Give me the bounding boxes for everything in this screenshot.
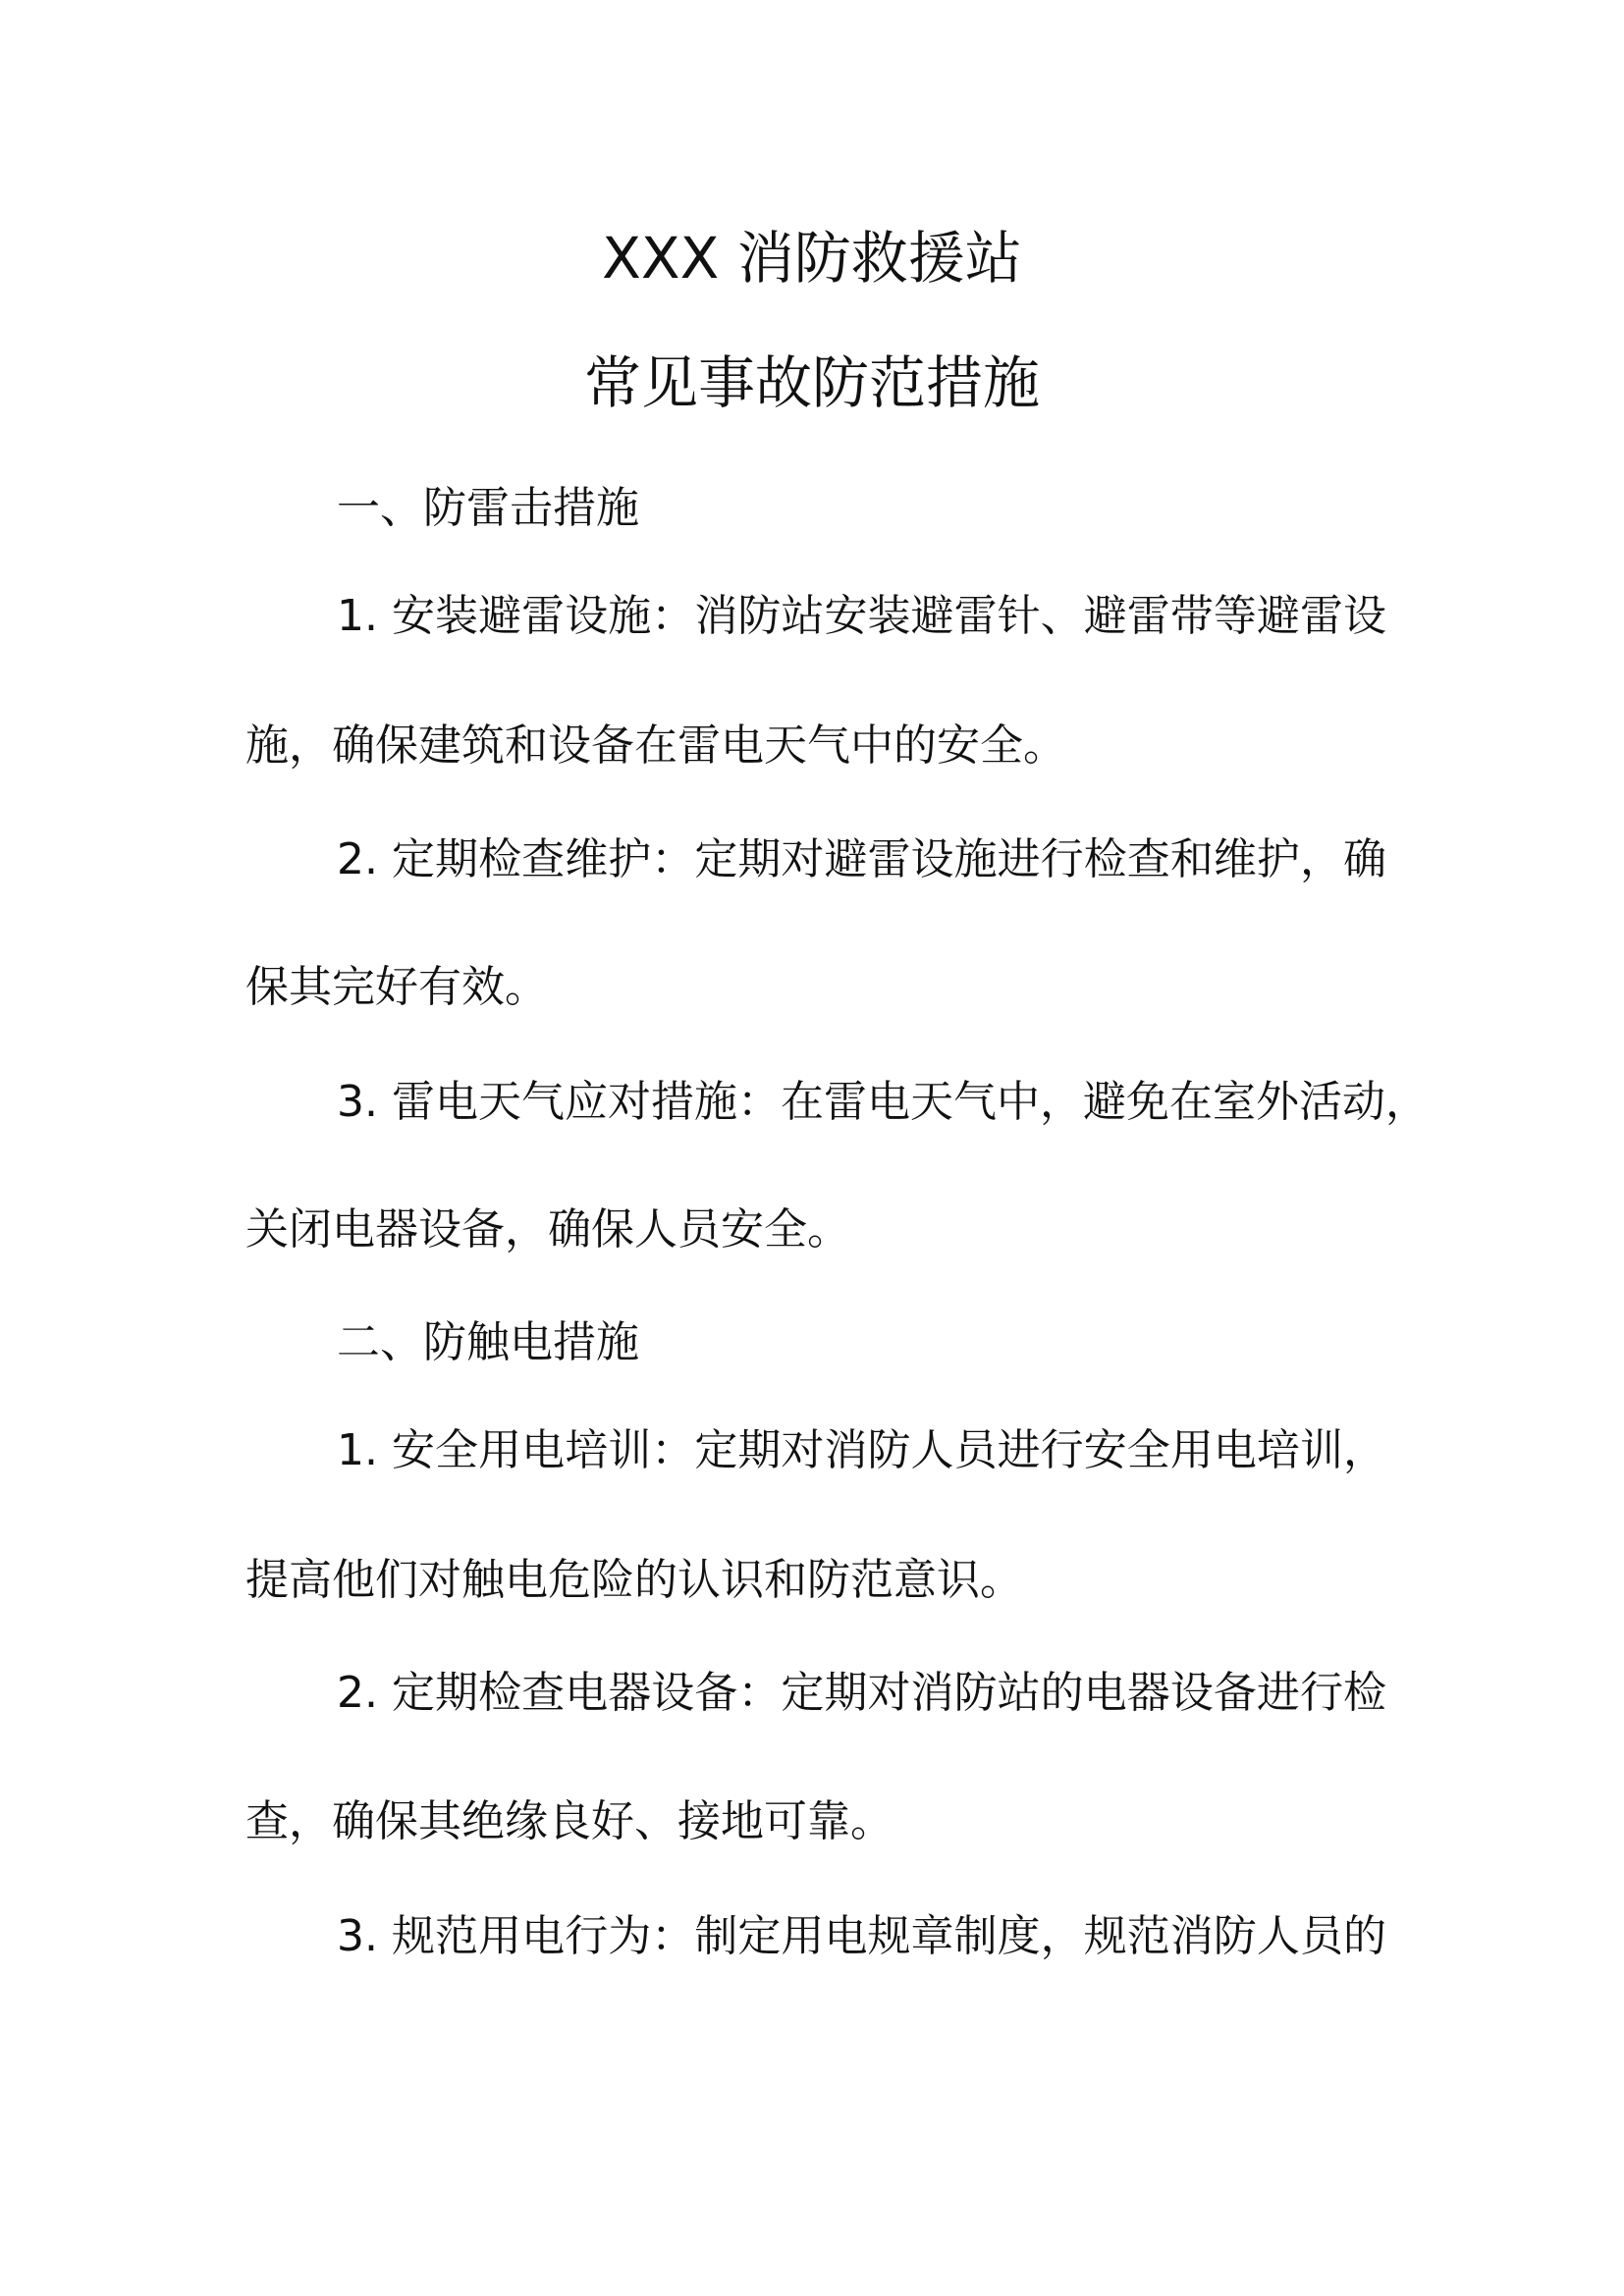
paragraph-line: 2. 定期检查维护：定期对避雷设施进行检查和维护，确 xyxy=(337,834,1386,884)
document-subtitle: 常见事故防范措施 xyxy=(583,349,1040,416)
paragraph-line: 关闭电器设备，确保人员安全。 xyxy=(245,1204,850,1255)
paragraph-line: 1. 安全用电培训：定期对消防人员进行安全用电培训， xyxy=(337,1425,1386,1475)
paragraph-line: 1. 安装避雷设施：消防站安装避雷针、避雷带等避雷设 xyxy=(337,591,1386,641)
paragraph-line: 2. 定期检查电器设备：定期对消防站的电器设备进行检 xyxy=(337,1668,1386,1718)
document-title: XXX 消防救援站 xyxy=(602,225,1022,292)
paragraph-line: 提高他们对触电危险的认识和防范意识。 xyxy=(245,1555,1023,1605)
section-heading-lightning: 一、防雷击措施 xyxy=(337,483,639,533)
section-heading-electric-shock: 二、防触电措施 xyxy=(337,1317,639,1367)
paragraph-line: 3. 雷电天气应对措施：在雷电天气中，避免在室外活动， xyxy=(337,1077,1429,1127)
paragraph-line: 3. 规范用电行为：制定用电规章制度，规范消防人员的 xyxy=(337,1911,1386,1961)
paragraph-line: 查，确保其绝缘良好、接地可靠。 xyxy=(245,1796,893,1846)
paragraph-line: 保其完好有效。 xyxy=(245,962,548,1012)
paragraph-line: 施，确保建筑和设备在雷电天气中的安全。 xyxy=(245,721,1066,771)
